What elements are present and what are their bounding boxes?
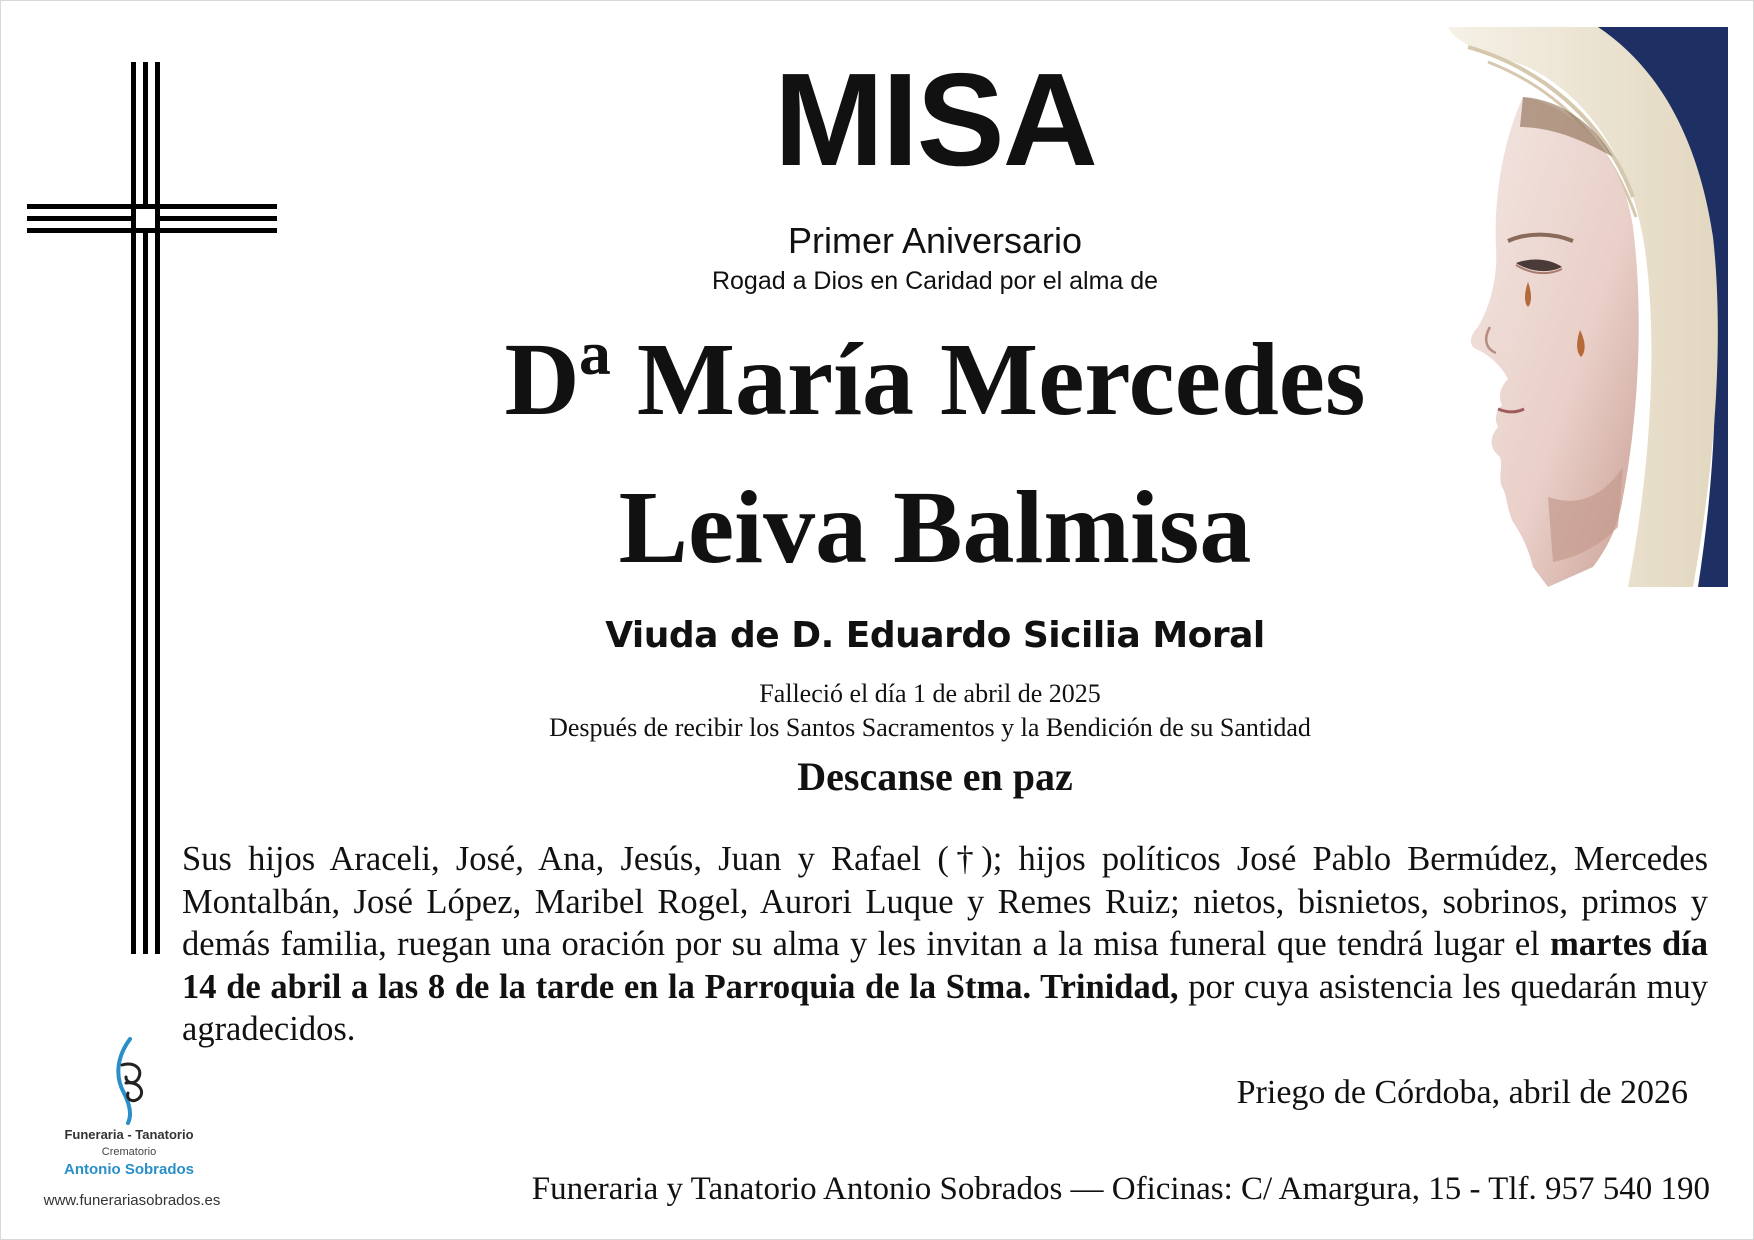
sacraments-line: Después de recibir los Santos Sacramentos y la Bendición de su Santidad [549, 713, 1311, 742]
website-url[interactable]: www.funerariasobrados.es [43, 1192, 221, 1209]
notice-subtitle: Primer Aniversario [787, 220, 1083, 261]
family-message-part1: Sus hijos Araceli, José, Ana, Jesús, Juan y Rafael (†); hijos políticos José Pablo Bermúdez, Mercedes Montalbán, José López, Maribel Rogel, Aurori Luque y Remes Ruiz; nietos, bisnietos, sobrinos, primos y demás familia, ruegan una oración por su alma y les invitan a la misa funeral que tendrá lugar el [182, 840, 1708, 963]
funeral-home-footer: Funeraria y Tanatorio Antonio Sobrados — Oficinas: C/ Amargura, 15 - Tlf. 957 540 190 [531, 1171, 1710, 1207]
widow-line: Viuda de D. Eduardo Sicilia Moral [605, 615, 1265, 656]
family-message [182, 838, 1708, 1051]
rest-in-peace-line: Descanse en paz [797, 754, 1073, 799]
deceased-name-line2: Leiva Balmisa [618, 470, 1252, 585]
family-message-part2: por cuya asistencia les quedarán muy agradecidos. [182, 967, 1709, 1048]
mass-details: martes día 14 de abril a las 8 de la tarde en la Parroquia de la Stma. Trinidad, [182, 925, 1708, 1006]
notice-title: MISA [774, 46, 1096, 193]
prayer-line: Rogad a Dios en Caridad por el alma de [711, 267, 1159, 295]
logo-line3: Antonio Sobrados [64, 1161, 194, 1178]
logo-mark-icon [100, 1035, 160, 1125]
deceased-name-line1: Dª María Mercedes [504, 322, 1366, 437]
latin-cross-icon [27, 62, 277, 954]
death-date-line: Falleció el día 1 de abril de 2025 [759, 679, 1101, 708]
funeral-home-logo [30, 1035, 230, 1215]
logo-line2: Crematorio [101, 1146, 157, 1158]
logo-line1: Funeraria - Tanatorio [64, 1127, 194, 1142]
place-date: Priego de Córdoba, abril de 2026 [1236, 1074, 1688, 1111]
